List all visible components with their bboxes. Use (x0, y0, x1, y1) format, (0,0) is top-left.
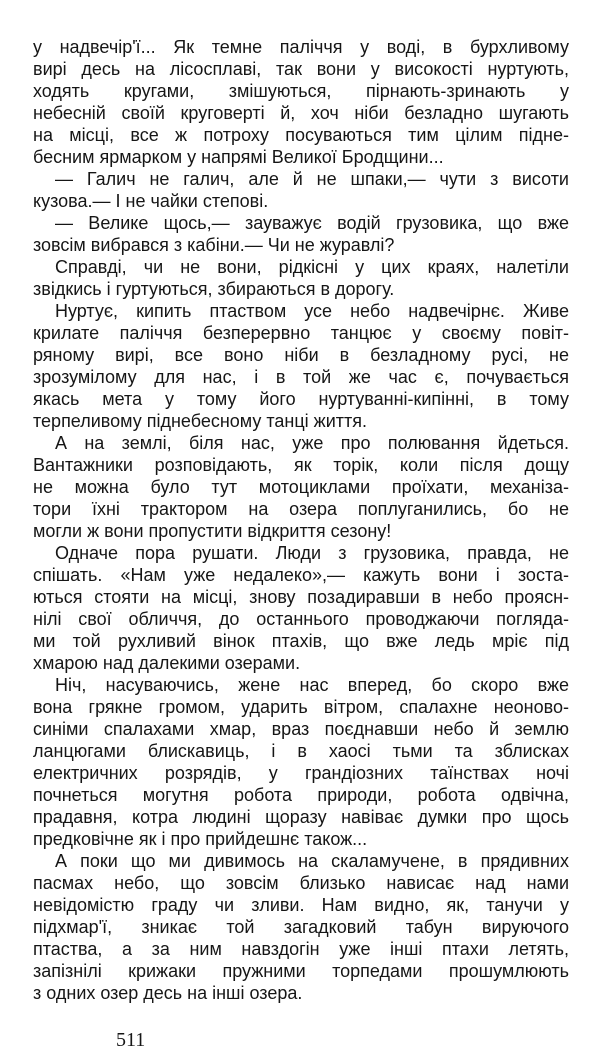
paragraph (33, 256, 569, 300)
text-line: підхмар'ї, зникає той загадковий табун вируючого (33, 917, 569, 937)
text-line: запізнілі крижаки пружними торпедами прошумлюють (33, 961, 569, 981)
text-line: прадавня, котра людині щоразу навіває думки про щось (33, 807, 569, 827)
text-line: синіми спалахами хмар, враз поєднавши небо й землю (33, 719, 569, 739)
paragraph (33, 542, 569, 674)
text-line: небесній своїй круговерті й, хоч ніби безладно шугають (33, 103, 569, 123)
text-line: невідомістю граду чи зливи. Нам видно, як, танучи у (33, 895, 569, 915)
paragraph (33, 674, 569, 850)
text-line: Нуртує, кипить птаством усе небо надвечірнє. Живе (55, 301, 569, 321)
text-line: терпеливому піднебесному танці життя. (33, 411, 368, 431)
text-line: бесним ярмарком у напрямі Великої Бродщини... (33, 147, 444, 167)
text-line: Одначе пора рушати. Люди з грузовика, правда, не (55, 543, 569, 563)
paragraph (33, 432, 569, 542)
text-line: — Галич не галич, але й не шпаки,— чути з висоти (55, 169, 569, 189)
text-line: А поки що ми дивимось на скаламучене, в прядивних (55, 851, 569, 871)
text-line: — Велике щось,— зауважує водій грузовика, що вже (55, 213, 569, 233)
text-line: пасмах небо, що зовсім близько нависає над нами (33, 873, 569, 893)
text-line: Справді, чи не вони, рідкісні у цих краях, налетіли (55, 257, 569, 277)
text-line: ються стояти на місці, знову позадиравши в небо проясн- (33, 587, 569, 607)
page-content (33, 36, 569, 1052)
paragraph (33, 36, 569, 168)
text-line: А на землі, біля нас, уже про полювання йдеться. (55, 433, 569, 453)
text-line: почнеться могутня робота природи, робота одвічна, (33, 785, 569, 805)
page-number: 511 (116, 1029, 146, 1051)
text-line: спішать. «Нам уже недалеко»,— кажуть вони і зоста- (33, 565, 569, 585)
paragraph (33, 850, 569, 1004)
text-line: тори їхні трактором на озера поплуганились, бо не (33, 499, 569, 519)
text-line: ми той рухливий вінок птахів, що вже ледь мріє під (33, 631, 569, 651)
text-line: вона грякне громом, ударить вітром, спалахне неоново- (33, 697, 569, 717)
text-line: нілі свої обличчя, до останнього проводжаючи погляда- (33, 609, 569, 629)
text-line: ланцюгами блискавиць, і в хаосі тьми та зблисках (33, 741, 569, 761)
text-line: птаства, а за ним навздогін уже інші птахи летять, (33, 939, 569, 959)
text-line: у надвечір'ї... Як темне паліччя у воді, в бурхливому (33, 37, 569, 57)
text-line: на місці, все ж потроху посуваються тим цілим підне- (33, 125, 569, 145)
text-line: хмарою над далекими озерами. (33, 653, 301, 673)
text-line: звідкись і гуртуються, збираються в дорогу. (33, 279, 395, 299)
text-line: якась мета у тому його нуртуванні-кипінні, в тому (33, 389, 569, 409)
text-line: електричних розрядів, у грандіозних таїнствах ночі (33, 763, 569, 783)
text-line: зовсім вибрався з кабіни.— Чи не журавлі? (33, 235, 395, 255)
paragraph (33, 212, 569, 256)
text-line: Ніч, насуваючись, жене нас вперед, бо скоро вже (55, 675, 569, 695)
text-line: не можна було тут мотоциклами проїхати, механіза- (33, 477, 569, 497)
text-line: зрозумілому для нас, і в той же час є, почувається (33, 367, 569, 387)
paragraph (33, 300, 569, 432)
text-line: кузова.— І не чайки степові. (33, 191, 269, 211)
text-line: ряному вирі, все воно ніби в безладному русі, не (33, 345, 569, 365)
text-line: крилате паліччя безперервно танцює у своєму повіт- (33, 323, 569, 343)
text-line: предковічне як і про прийдешнє також... (33, 829, 368, 849)
text-line: ходять кругами, змішуються, пірнають-зринають у (33, 81, 569, 101)
text-line: могли ж вони пропустити відкриття сезону! (33, 521, 392, 541)
text-line: Вантажники розповідають, як торік, коли після дощу (33, 455, 569, 475)
text-line: вирі десь на лісосплаві, так вони у високості нуртують, (33, 59, 569, 79)
text-line: з одних озер десь на інші озера. (33, 983, 303, 1003)
page-body-text (33, 36, 569, 1004)
paragraph (33, 168, 569, 212)
